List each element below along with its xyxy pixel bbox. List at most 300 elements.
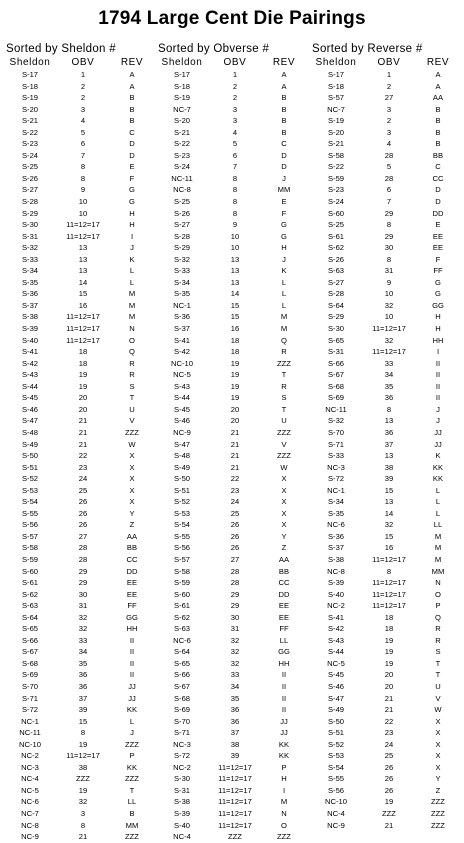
obv-cell: 36 xyxy=(78,670,88,680)
sheldon-cell: S-33 xyxy=(327,451,345,461)
sheldon-cell: S-49 xyxy=(327,705,345,715)
table-row xyxy=(312,485,441,497)
rev-cell: W xyxy=(434,705,442,715)
sheldon-cell: S-42 xyxy=(21,358,39,368)
rev-header: REV xyxy=(272,57,296,68)
table-row xyxy=(6,542,138,554)
rev-cell: B xyxy=(435,139,441,149)
rev-cell: II xyxy=(435,393,441,403)
column-headers xyxy=(312,56,450,69)
obv-cell: 29 xyxy=(384,231,394,241)
rev-cell: R xyxy=(435,635,441,645)
sheldon-cell: NC-6 xyxy=(21,797,39,807)
sheldon-header: Sheldon xyxy=(9,57,51,68)
table-row xyxy=(312,554,442,566)
rev-cell: L xyxy=(281,289,287,299)
table-row xyxy=(312,773,441,785)
rev-cell: F xyxy=(129,173,135,183)
sheldon-cell: S-29 xyxy=(327,312,345,322)
table-row xyxy=(6,462,135,474)
rev-cell: II xyxy=(435,358,441,368)
rev-cell: II xyxy=(281,705,287,715)
obv-cell: 11=12=17 xyxy=(218,809,252,818)
obv-cell: 31 xyxy=(78,601,88,611)
sheldon-cell: S-38 xyxy=(21,312,39,322)
rev-cell: Q xyxy=(435,612,441,622)
table-row xyxy=(312,115,441,127)
rev-cell: A xyxy=(435,70,441,79)
table-row xyxy=(158,254,286,266)
rev-cell: EE xyxy=(126,589,138,599)
sheldon-cell: S-30 xyxy=(173,774,191,784)
table-row xyxy=(6,693,136,705)
obv-cell: 19 xyxy=(78,370,88,380)
sheldon-cell: NC-8 xyxy=(21,820,39,830)
table-row xyxy=(6,358,135,370)
obv-cell: 3 xyxy=(386,127,392,137)
obv-cell: 13 xyxy=(230,266,240,276)
obv-cell: 21 xyxy=(78,427,88,437)
rev-cell: G xyxy=(435,277,441,287)
rev-cell: O xyxy=(129,335,135,345)
obv-cell: 11=12=17 xyxy=(218,774,252,784)
obv-cell: 28 xyxy=(230,566,240,576)
obv-cell: 26 xyxy=(78,497,88,507)
sheldon-cell: S-54 xyxy=(327,762,345,772)
sheldon-cell: S-35 xyxy=(21,277,39,287)
sheldon-cell: S-19 xyxy=(173,93,191,103)
sheldon-cell: S-53 xyxy=(173,508,191,518)
table-row xyxy=(6,265,135,277)
sheldon-cell: S-57 xyxy=(173,554,191,564)
sheldon-cell: NC-6 xyxy=(173,635,191,645)
rev-cell: E xyxy=(435,220,441,230)
table-row xyxy=(158,750,290,762)
obv-cell: 32 xyxy=(78,797,88,807)
sheldon-cell: NC-11 xyxy=(325,404,347,414)
obv-cell: 7 xyxy=(386,197,392,207)
obv-cell: 25 xyxy=(230,508,240,518)
table-row xyxy=(6,415,135,427)
obv-cell: 32 xyxy=(384,520,394,530)
table-row xyxy=(312,623,441,635)
rev-cell: C xyxy=(435,162,441,172)
rev-cell: D xyxy=(281,150,287,160)
obv-cell: 11=12=17 xyxy=(66,220,100,230)
sheldon-cell: S-61 xyxy=(327,231,345,241)
sheldon-cell: S-58 xyxy=(327,150,345,160)
table-row xyxy=(6,589,138,601)
sheldon-cell: S-27 xyxy=(173,220,191,230)
obv-cell: 21 xyxy=(384,693,394,703)
obv-cell: 21 xyxy=(384,705,394,715)
rev-cell: JJ xyxy=(280,728,288,738)
sheldon-cell: NC-3 xyxy=(21,762,39,772)
sheldon-cell: S-68 xyxy=(173,693,191,703)
obv-cell: 32 xyxy=(78,612,88,622)
table-row xyxy=(158,658,290,670)
table-row xyxy=(6,704,138,716)
obv-cell: 13 xyxy=(384,416,394,426)
sheldon-cell: S-59 xyxy=(327,173,345,183)
rev-cell: X xyxy=(281,474,287,484)
table-row xyxy=(6,773,139,785)
sheldon-cell: S-54 xyxy=(21,497,39,507)
table-row xyxy=(6,381,135,393)
sheldon-cell: S-63 xyxy=(21,601,39,611)
obv-cell: 19 xyxy=(78,381,88,391)
table-row xyxy=(312,750,441,762)
obv-cell: 19 xyxy=(230,370,240,380)
obv-cell: 19 xyxy=(230,381,240,391)
rev-cell: ZZZ xyxy=(431,797,445,807)
rev-cell: E xyxy=(129,162,135,172)
rev-cell: KK xyxy=(278,751,290,761)
section-by-obverse xyxy=(158,42,296,843)
table-row xyxy=(6,104,135,116)
rev-cell: EE xyxy=(432,231,444,241)
sheldon-cell: S-17 xyxy=(173,70,191,79)
obv-cell: 34 xyxy=(230,681,240,691)
rev-cell: DD xyxy=(278,589,290,599)
obv-cell: 10 xyxy=(78,197,88,207)
table-row xyxy=(312,127,441,139)
rev-cell: AA xyxy=(126,531,138,541)
obv-cell: 33 xyxy=(78,635,88,645)
rev-cell: T xyxy=(129,785,135,795)
sheldon-cell: S-27 xyxy=(327,277,345,287)
table-row xyxy=(6,508,135,520)
obv-cell: 37 xyxy=(78,693,88,703)
rev-cell: JJ xyxy=(280,716,288,726)
sheldon-cell: S-51 xyxy=(21,462,39,472)
obv-cell: 5 xyxy=(80,127,86,137)
rev-cell: M xyxy=(280,324,288,334)
rev-cell: K xyxy=(281,266,287,276)
table-row xyxy=(158,623,289,635)
table-row xyxy=(6,808,135,820)
obv-cell: 2 xyxy=(232,93,238,103)
table-row xyxy=(312,462,444,474)
rev-cell: CC xyxy=(126,554,138,564)
obv-cell: 37 xyxy=(384,439,394,449)
sheldon-cell: NC-1 xyxy=(327,485,345,495)
table-row xyxy=(312,669,441,681)
obv-cell: 19 xyxy=(384,658,394,668)
sheldon-cell: S-46 xyxy=(173,416,191,426)
rev-cell: G xyxy=(281,231,287,241)
rev-cell: D xyxy=(281,162,287,172)
table-row xyxy=(158,704,287,716)
rev-cell: JJ xyxy=(128,693,136,703)
sheldon-header: Sheldon xyxy=(161,57,203,68)
sheldon-cell: S-37 xyxy=(173,324,191,334)
sheldon-cell: NC-2 xyxy=(327,601,345,611)
obv-cell: 22 xyxy=(78,451,88,461)
obv-cell: 26 xyxy=(384,762,394,772)
sheldon-cell: S-57 xyxy=(327,93,345,103)
sheldon-cell: S-51 xyxy=(173,485,191,495)
sheldon-cell: S-20 xyxy=(21,104,39,114)
table-row xyxy=(312,415,440,427)
sheldon-cell: S-49 xyxy=(21,439,39,449)
rev-cell: Y xyxy=(129,508,135,518)
table-row xyxy=(6,81,135,93)
obv-cell: 20 xyxy=(230,404,240,414)
table-row xyxy=(158,115,287,127)
sheldon-cell: S-32 xyxy=(21,243,39,253)
obv-cell: 33 xyxy=(230,670,240,680)
obv-cell: 39 xyxy=(230,751,240,761)
sheldon-cell: S-44 xyxy=(173,393,191,403)
table-row xyxy=(158,739,290,751)
table-row xyxy=(312,311,441,323)
table-row xyxy=(158,681,287,693)
sheldon-cell: S-39 xyxy=(173,809,191,818)
rev-cell: II xyxy=(129,670,135,680)
sheldon-cell: S-34 xyxy=(173,277,191,287)
table-row xyxy=(6,92,135,104)
sheldon-cell: S-33 xyxy=(173,266,191,276)
obv-cell: 31 xyxy=(230,624,240,634)
sheldon-cell: S-67 xyxy=(21,647,39,657)
section-title: Sorted by Sheldon # xyxy=(6,43,116,55)
table-row xyxy=(312,300,444,312)
sheldon-cell: NC-5 xyxy=(21,785,39,795)
obv-cell: 13 xyxy=(230,277,240,287)
rev-cell: B xyxy=(281,127,287,137)
obv-cell: 9 xyxy=(232,220,238,230)
sheldon-cell: S-69 xyxy=(173,705,191,715)
obv-cell: 8 xyxy=(80,173,86,183)
sheldon-cell: S-52 xyxy=(327,739,345,749)
sheldon-cell: S-22 xyxy=(173,139,191,149)
rev-cell: JJ xyxy=(434,439,442,449)
obv-cell: 28 xyxy=(78,554,88,564)
obv-cell: 34 xyxy=(384,370,394,380)
table-row xyxy=(158,69,287,81)
rev-cell: U xyxy=(435,681,441,691)
table-row xyxy=(158,127,287,139)
table-row xyxy=(158,519,287,531)
sheldon-cell: S-18 xyxy=(21,81,39,91)
rev-cell: P xyxy=(129,751,135,761)
table-row xyxy=(158,669,287,681)
obv-cell: 1 xyxy=(386,70,392,79)
rev-cell: T xyxy=(281,404,287,414)
rev-cell: M xyxy=(128,289,136,299)
sheldon-cell: NC-7 xyxy=(327,104,345,114)
sheldon-cell: S-21 xyxy=(21,116,39,126)
table-row xyxy=(6,323,135,335)
rev-cell: C xyxy=(281,139,287,149)
sheldon-cell: S-25 xyxy=(327,220,345,230)
rev-cell: AA xyxy=(432,93,444,103)
sheldon-cell: S-61 xyxy=(21,578,39,588)
obv-cell: 11=12=17 xyxy=(218,797,252,807)
sheldon-cell: NC-2 xyxy=(21,751,39,761)
sheldon-cell: S-36 xyxy=(21,289,39,299)
table-row xyxy=(312,808,445,820)
table-row xyxy=(312,404,440,416)
obv-cell: 13 xyxy=(78,254,88,264)
obv-cell: 28 xyxy=(230,578,240,588)
rev-cell: P xyxy=(435,601,441,611)
obv-cell: 25 xyxy=(384,751,394,761)
rev-cell: EE xyxy=(432,243,444,253)
obv-cell: 7 xyxy=(80,150,86,160)
obv-cell: 11=12=17 xyxy=(66,751,100,761)
sheldon-cell: S-43 xyxy=(21,370,39,380)
rev-cell: N xyxy=(435,578,441,588)
table-row xyxy=(6,739,139,751)
rev-cell: D xyxy=(435,197,441,207)
table-row xyxy=(6,277,135,289)
sheldon-cell: S-17 xyxy=(21,70,39,79)
obv-cell: 29 xyxy=(230,601,240,611)
obv-cell: 19 xyxy=(384,647,394,657)
table-row xyxy=(158,716,288,728)
table-row xyxy=(6,762,138,774)
table-row xyxy=(158,173,286,185)
obv-cell: 19 xyxy=(384,797,394,807)
obv-cell: 8 xyxy=(232,197,238,207)
rev-cell: H xyxy=(281,774,287,784)
table-row xyxy=(6,716,135,728)
rev-header: REV xyxy=(120,57,144,68)
obv-cell: 18 xyxy=(230,347,240,357)
sheldon-cell: S-72 xyxy=(327,474,345,484)
table-row xyxy=(6,288,136,300)
table-row xyxy=(6,184,135,196)
table-row xyxy=(6,335,135,347)
table-row xyxy=(312,219,441,231)
sheldon-cell: S-59 xyxy=(21,554,39,564)
table-row xyxy=(158,450,291,462)
rev-cell: K xyxy=(129,254,135,264)
sheldon-cell: NC-4 xyxy=(21,774,39,784)
obv-cell: 20 xyxy=(230,416,240,426)
rev-cell: J xyxy=(130,243,134,253)
table-row xyxy=(312,439,442,451)
sheldon-cell: S-50 xyxy=(327,716,345,726)
sheldon-cell: S-72 xyxy=(173,751,191,761)
sheldon-cell: S-63 xyxy=(327,266,345,276)
sheldon-cell: NC-8 xyxy=(173,185,191,195)
obv-cell: 21 xyxy=(384,820,394,830)
obv-cell: 27 xyxy=(384,93,394,103)
rev-cell: ZZZ xyxy=(277,358,291,368)
obv-cell: 13 xyxy=(78,266,88,276)
sheldon-cell: S-53 xyxy=(21,485,39,495)
table-row xyxy=(158,242,287,254)
sheldon-cell: S-26 xyxy=(327,254,345,264)
table-row xyxy=(312,184,441,196)
sheldon-cell: S-55 xyxy=(21,508,39,518)
sheldon-cell: NC-3 xyxy=(173,739,191,749)
rev-cell: M xyxy=(128,300,136,310)
table-row xyxy=(158,473,287,485)
obv-cell: 11=12=17 xyxy=(218,820,252,830)
table-row xyxy=(312,265,443,277)
sheldon-cell: NC-7 xyxy=(21,809,39,818)
table-row xyxy=(158,288,287,300)
table-row xyxy=(312,392,441,404)
rev-cell: JJ xyxy=(128,681,136,691)
obv-cell: 38 xyxy=(230,739,240,749)
rev-cell: T xyxy=(281,370,287,380)
sheldon-cell: S-68 xyxy=(21,658,39,668)
obv-cell: 18 xyxy=(384,612,394,622)
table-row xyxy=(312,681,441,693)
section-title: Sorted by Reverse # xyxy=(312,43,423,55)
table-row xyxy=(6,369,135,381)
rev-cell: M xyxy=(280,312,288,322)
table-row xyxy=(158,415,287,427)
table-row xyxy=(158,612,290,624)
sheldon-cell: S-64 xyxy=(173,647,191,657)
table-row xyxy=(6,404,135,416)
table-row xyxy=(158,600,290,612)
sheldon-cell: S-19 xyxy=(327,116,345,126)
rev-cell: A xyxy=(129,70,135,79)
obv-cell: 27 xyxy=(78,531,88,541)
rev-cell: X xyxy=(129,485,135,495)
obv-cell: 4 xyxy=(80,116,86,126)
table-row xyxy=(312,577,441,589)
table-row xyxy=(6,427,139,439)
sheldon-cell: S-50 xyxy=(21,451,39,461)
sheldon-cell: S-23 xyxy=(327,185,345,195)
table-row xyxy=(158,820,287,832)
sheldon-cell: NC-10 xyxy=(19,739,41,749)
obv-cell: 2 xyxy=(386,116,392,126)
sheldon-cell: S-56 xyxy=(173,543,191,553)
obv-cell: 8 xyxy=(80,728,86,738)
rev-cell: H xyxy=(435,324,441,334)
table-row xyxy=(158,785,286,797)
rev-cell: EE xyxy=(126,578,138,588)
rev-cell: E xyxy=(281,197,287,207)
obv-cell: 8 xyxy=(80,820,86,830)
obv-cell: 32 xyxy=(230,658,240,668)
table-row xyxy=(312,369,441,381)
sheldon-cell: S-31 xyxy=(173,785,191,795)
page-title: 1794 Large Cent Die Pairings xyxy=(98,8,366,29)
table-row xyxy=(312,335,444,347)
sheldon-cell: S-58 xyxy=(21,543,39,553)
sheldon-cell: S-47 xyxy=(173,439,191,449)
sheldon-cell: S-22 xyxy=(327,162,345,172)
table-row xyxy=(158,184,291,196)
rev-cell: L xyxy=(129,277,135,287)
obv-cell: 25 xyxy=(78,485,88,495)
rev-cell: AA xyxy=(278,554,290,564)
sheldon-cell: S-64 xyxy=(327,300,345,310)
sheldon-cell: NC-9 xyxy=(21,832,39,842)
sheldon-cell: S-55 xyxy=(173,531,191,541)
sheldon-header: Sheldon xyxy=(315,57,357,68)
rev-cell: D xyxy=(129,139,135,149)
rev-cell: X xyxy=(281,508,287,518)
obv-cell: 2 xyxy=(232,81,238,91)
section-by-sheldon xyxy=(6,42,144,843)
rev-cell: R xyxy=(129,358,135,368)
sheldon-cell: S-24 xyxy=(21,150,39,160)
sheldon-cell: NC-10 xyxy=(325,797,347,807)
table-row xyxy=(158,762,287,774)
sheldon-cell: S-32 xyxy=(173,254,191,264)
